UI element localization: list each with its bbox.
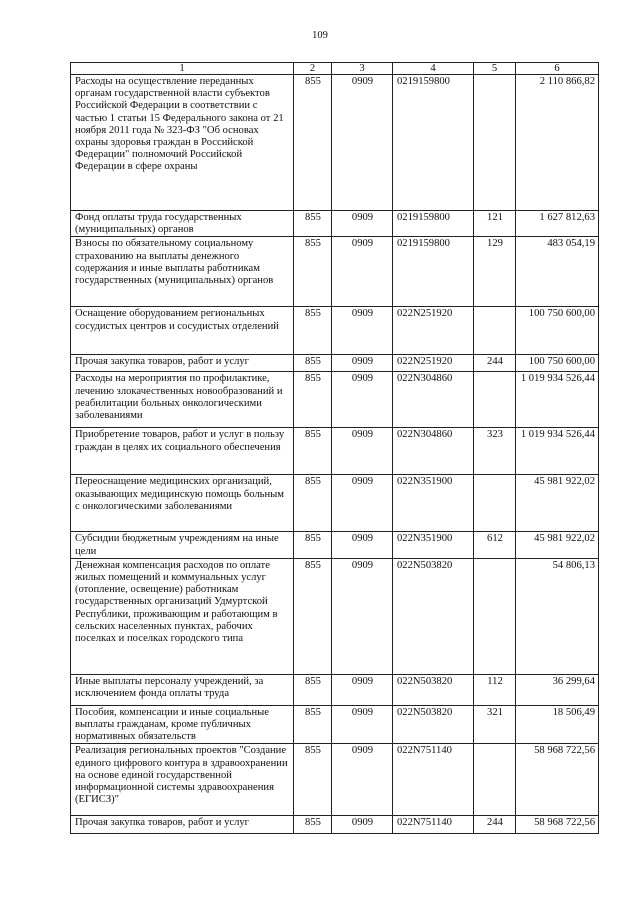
row-section: 0909 [332, 428, 393, 475]
row-section: 0909 [332, 532, 393, 558]
row-sum: 1 019 934 526,44 [516, 372, 599, 428]
row-name: Субсидии бюджетным учреждениям на иные цели [71, 532, 294, 558]
row-name: Фонд оплаты труда государственных (муниципальных) органов [71, 211, 294, 237]
row-section: 0909 [332, 75, 393, 211]
row-grbs: 855 [294, 237, 332, 307]
row-expense-type [474, 307, 516, 355]
row-grbs: 855 [294, 355, 332, 372]
row-expense-type: 129 [474, 237, 516, 307]
row-sum: 100 750 600,00 [516, 307, 599, 355]
row-section: 0909 [332, 307, 393, 355]
row-section: 0909 [332, 355, 393, 372]
row-sum: 45 981 922,02 [516, 532, 599, 558]
row-grbs: 855 [294, 475, 332, 532]
column-header: 6 [516, 63, 599, 75]
row-grbs: 855 [294, 211, 332, 237]
row-name: Приобретение товаров, работ и услуг в пользу граждан в целях их социального обеспечения [71, 428, 294, 475]
row-name: Реализация региональных проектов "Создание единого цифрового контура в здравоохранении на основе единой государственной информационной системы здравоохранения (ЕГИСЗ)" [71, 744, 294, 816]
row-grbs: 855 [294, 372, 332, 428]
row-sum: 483 054,19 [516, 237, 599, 307]
row-grbs: 855 [294, 705, 332, 744]
row-expense-type: 612 [474, 532, 516, 558]
row-section: 0909 [332, 816, 393, 834]
table-row [71, 532, 599, 558]
header-row [71, 63, 599, 75]
row-grbs: 855 [294, 674, 332, 705]
row-grbs: 855 [294, 532, 332, 558]
table-row [71, 705, 599, 744]
row-target: 022N751140 [393, 744, 474, 816]
page-number: 109 [312, 30, 328, 41]
row-expense-type [474, 475, 516, 532]
row-expense-type [474, 372, 516, 428]
row-expense-type: 321 [474, 705, 516, 744]
row-sum: 18 506,49 [516, 705, 599, 744]
table-row [71, 475, 599, 532]
row-section: 0909 [332, 372, 393, 428]
row-sum: 58 968 722,56 [516, 744, 599, 816]
table-row [71, 558, 599, 674]
row-target: 0219159800 [393, 75, 474, 211]
row-section: 0909 [332, 744, 393, 816]
budget-table [70, 62, 599, 834]
row-target: 0219159800 [393, 211, 474, 237]
row-target: 022N351900 [393, 532, 474, 558]
table-row [71, 816, 599, 834]
table-row [71, 211, 599, 237]
table-row [71, 237, 599, 307]
row-expense-type: 244 [474, 816, 516, 834]
row-name: Переоснащение медицинских организаций, оказывающих медицинскую помощь больным с онкологическими заболеваниями [71, 475, 294, 532]
row-name: Расходы на осуществление переданных органам государственной власти субъектов Российской Федерации в соответствии с частью 1 статьи 15 Федерального закона от 21 ноября 2011 года № 323-ФЗ "Об основах охраны здоровья граждан в Российской Федерации" полномочий Российской Федерации в сфере охраны [71, 75, 294, 211]
row-target: 0219159800 [393, 237, 474, 307]
row-expense-type: 121 [474, 211, 516, 237]
row-expense-type: 323 [474, 428, 516, 475]
row-section: 0909 [332, 558, 393, 674]
table-row [71, 75, 599, 211]
row-sum: 100 750 600,00 [516, 355, 599, 372]
row-grbs: 855 [294, 307, 332, 355]
row-target: 022N503820 [393, 674, 474, 705]
table-row [71, 428, 599, 475]
row-name: Пособия, компенсации и иные социальные выплаты гражданам, кроме публичных нормативных обязательств [71, 705, 294, 744]
row-grbs: 855 [294, 75, 332, 211]
row-name: Прочая закупка товаров, работ и услуг [71, 355, 294, 372]
row-target: 022N304860 [393, 428, 474, 475]
row-target: 022N751140 [393, 816, 474, 834]
row-target: 022N251920 [393, 355, 474, 372]
row-name: Иные выплаты персоналу учреждений, за исключением фонда оплаты труда [71, 674, 294, 705]
column-header: 4 [393, 63, 474, 75]
row-expense-type [474, 744, 516, 816]
row-section: 0909 [332, 237, 393, 307]
table-row [71, 307, 599, 355]
row-sum: 45 981 922,02 [516, 475, 599, 532]
table-row [71, 372, 599, 428]
table-row [71, 744, 599, 816]
row-name: Денежная компенсация расходов по оплате жилых помещений и коммунальных услуг (отопление, освещение) работникам государственных организаций Удмуртской Республики, проживающим и работающим в сельских населенных пунктах, рабочих поселках и поселках городского типа [71, 558, 294, 674]
row-target: 022N351900 [393, 475, 474, 532]
row-name: Оснащение оборудованием региональных сосудистых центров и сосудистых отделений [71, 307, 294, 355]
row-target: 022N251920 [393, 307, 474, 355]
row-target: 022N503820 [393, 558, 474, 674]
row-expense-type: 112 [474, 674, 516, 705]
row-section: 0909 [332, 674, 393, 705]
row-section: 0909 [332, 705, 393, 744]
row-sum: 1 627 812,63 [516, 211, 599, 237]
column-header: 1 [71, 63, 294, 75]
column-header: 5 [474, 63, 516, 75]
row-section: 0909 [332, 475, 393, 532]
row-section: 0909 [332, 211, 393, 237]
row-sum: 1 019 934 526,44 [516, 428, 599, 475]
row-name: Расходы на мероприятия по профилактике, лечению злокачественных новообразований и реабилитации больных онкологическими заболеваниями [71, 372, 294, 428]
row-target: 022N304860 [393, 372, 474, 428]
row-name: Прочая закупка товаров, работ и услуг [71, 816, 294, 834]
row-sum: 54 806,13 [516, 558, 599, 674]
column-header: 2 [294, 63, 332, 75]
column-header: 3 [332, 63, 393, 75]
row-expense-type: 244 [474, 355, 516, 372]
row-sum: 36 299,64 [516, 674, 599, 705]
table-row [71, 355, 599, 372]
row-sum: 2 110 866,82 [516, 75, 599, 211]
row-expense-type [474, 558, 516, 674]
row-grbs: 855 [294, 558, 332, 674]
row-grbs: 855 [294, 816, 332, 834]
row-grbs: 855 [294, 428, 332, 475]
table-row [71, 674, 599, 705]
row-grbs: 855 [294, 744, 332, 816]
row-sum: 58 968 722,56 [516, 816, 599, 834]
row-name: Взносы по обязательному социальному страхованию на выплаты денежного содержания и иные выплаты работникам государственных (муниципальных) органов [71, 237, 294, 307]
row-target: 022N503820 [393, 705, 474, 744]
row-expense-type [474, 75, 516, 211]
